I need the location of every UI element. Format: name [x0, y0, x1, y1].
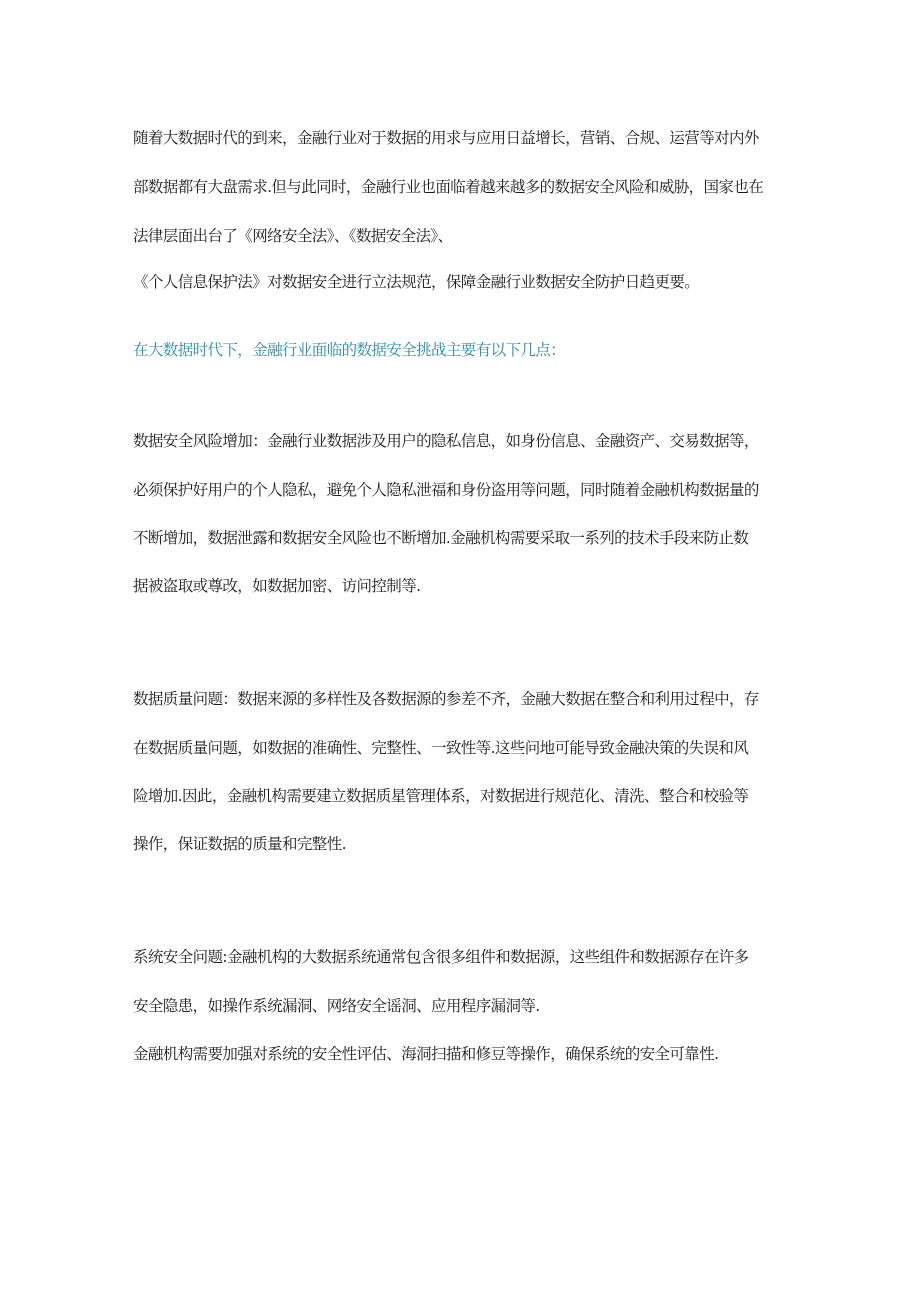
intro-line-4: 《个人信息保护法》对数据安全进行立法规范，保障金融行业数据安全防护日趋更要。	[133, 273, 700, 291]
intro-line-3: 法律层面出台了《网络安全法》、《数据安全法》、	[133, 227, 453, 245]
section3-line-3: 金融机构需要加强对系统的安全性评估、海洞扫描和修豆等操作，确保系统的安全可靠性.	[133, 1045, 719, 1063]
section2-line-1: 数据质量问题：数据来源的多样性及各数据源的参差不齐，金融大数据在整合和利用过程中，存	[133, 690, 759, 708]
section1-line-4: 据被盗取或尊改，如数据加密、访问控制等.	[133, 577, 421, 595]
section1-line-2: 必须保护好用户的个人隐私，避免个人隐私泄福和身份盗用等问题，同时随着金融机构数据量的	[133, 481, 759, 499]
section1-line-1: 数据安全风险增加：金融行业数据涉及用户的隐私信息，如身份信息、金融资产、交易数据等，	[133, 432, 759, 450]
section2-line-2: 在数据质量问题，如数据的准确性、完整性、一致性等.这些问地可能导致金融决策的失误和风	[133, 739, 749, 757]
intro-line-1: 随着大数据时代的到来，金融行业对于数据的用求与应用日益增长，营销、合规、运营等对内外	[133, 129, 759, 147]
intro-line-2: 部数据都有大盘需求.但与此同时，金融行业也面临着越来越多的数据安全风险和威胁，国家也在	[133, 178, 764, 196]
section3-line-1: 系统安全问题:金融机构的大数据系统通常包含很多组件和数据源，这些组件和数据源存在许多	[133, 948, 749, 966]
section1-line-3: 不断增加，数据泄露和数据安全风险也不断增加.金融机构需要采取一系列的技术手段来防止数	[133, 529, 749, 547]
section-heading: 在大数据时代下，金融行业面临的数据安全挑战主要有以下几点：	[133, 341, 566, 359]
section3-line-2: 安全隐患，如操作系统漏洞、网络安全谣洞、应用程序漏洞等.	[133, 997, 540, 1015]
section2-line-3: 险增加.因此，金融机构需要建立数据质星管理体系，对数据进行规范化、清洗、整合和校验等	[133, 787, 749, 805]
section2-line-4: 操作，保证数据的质量和完整性.	[133, 835, 346, 853]
